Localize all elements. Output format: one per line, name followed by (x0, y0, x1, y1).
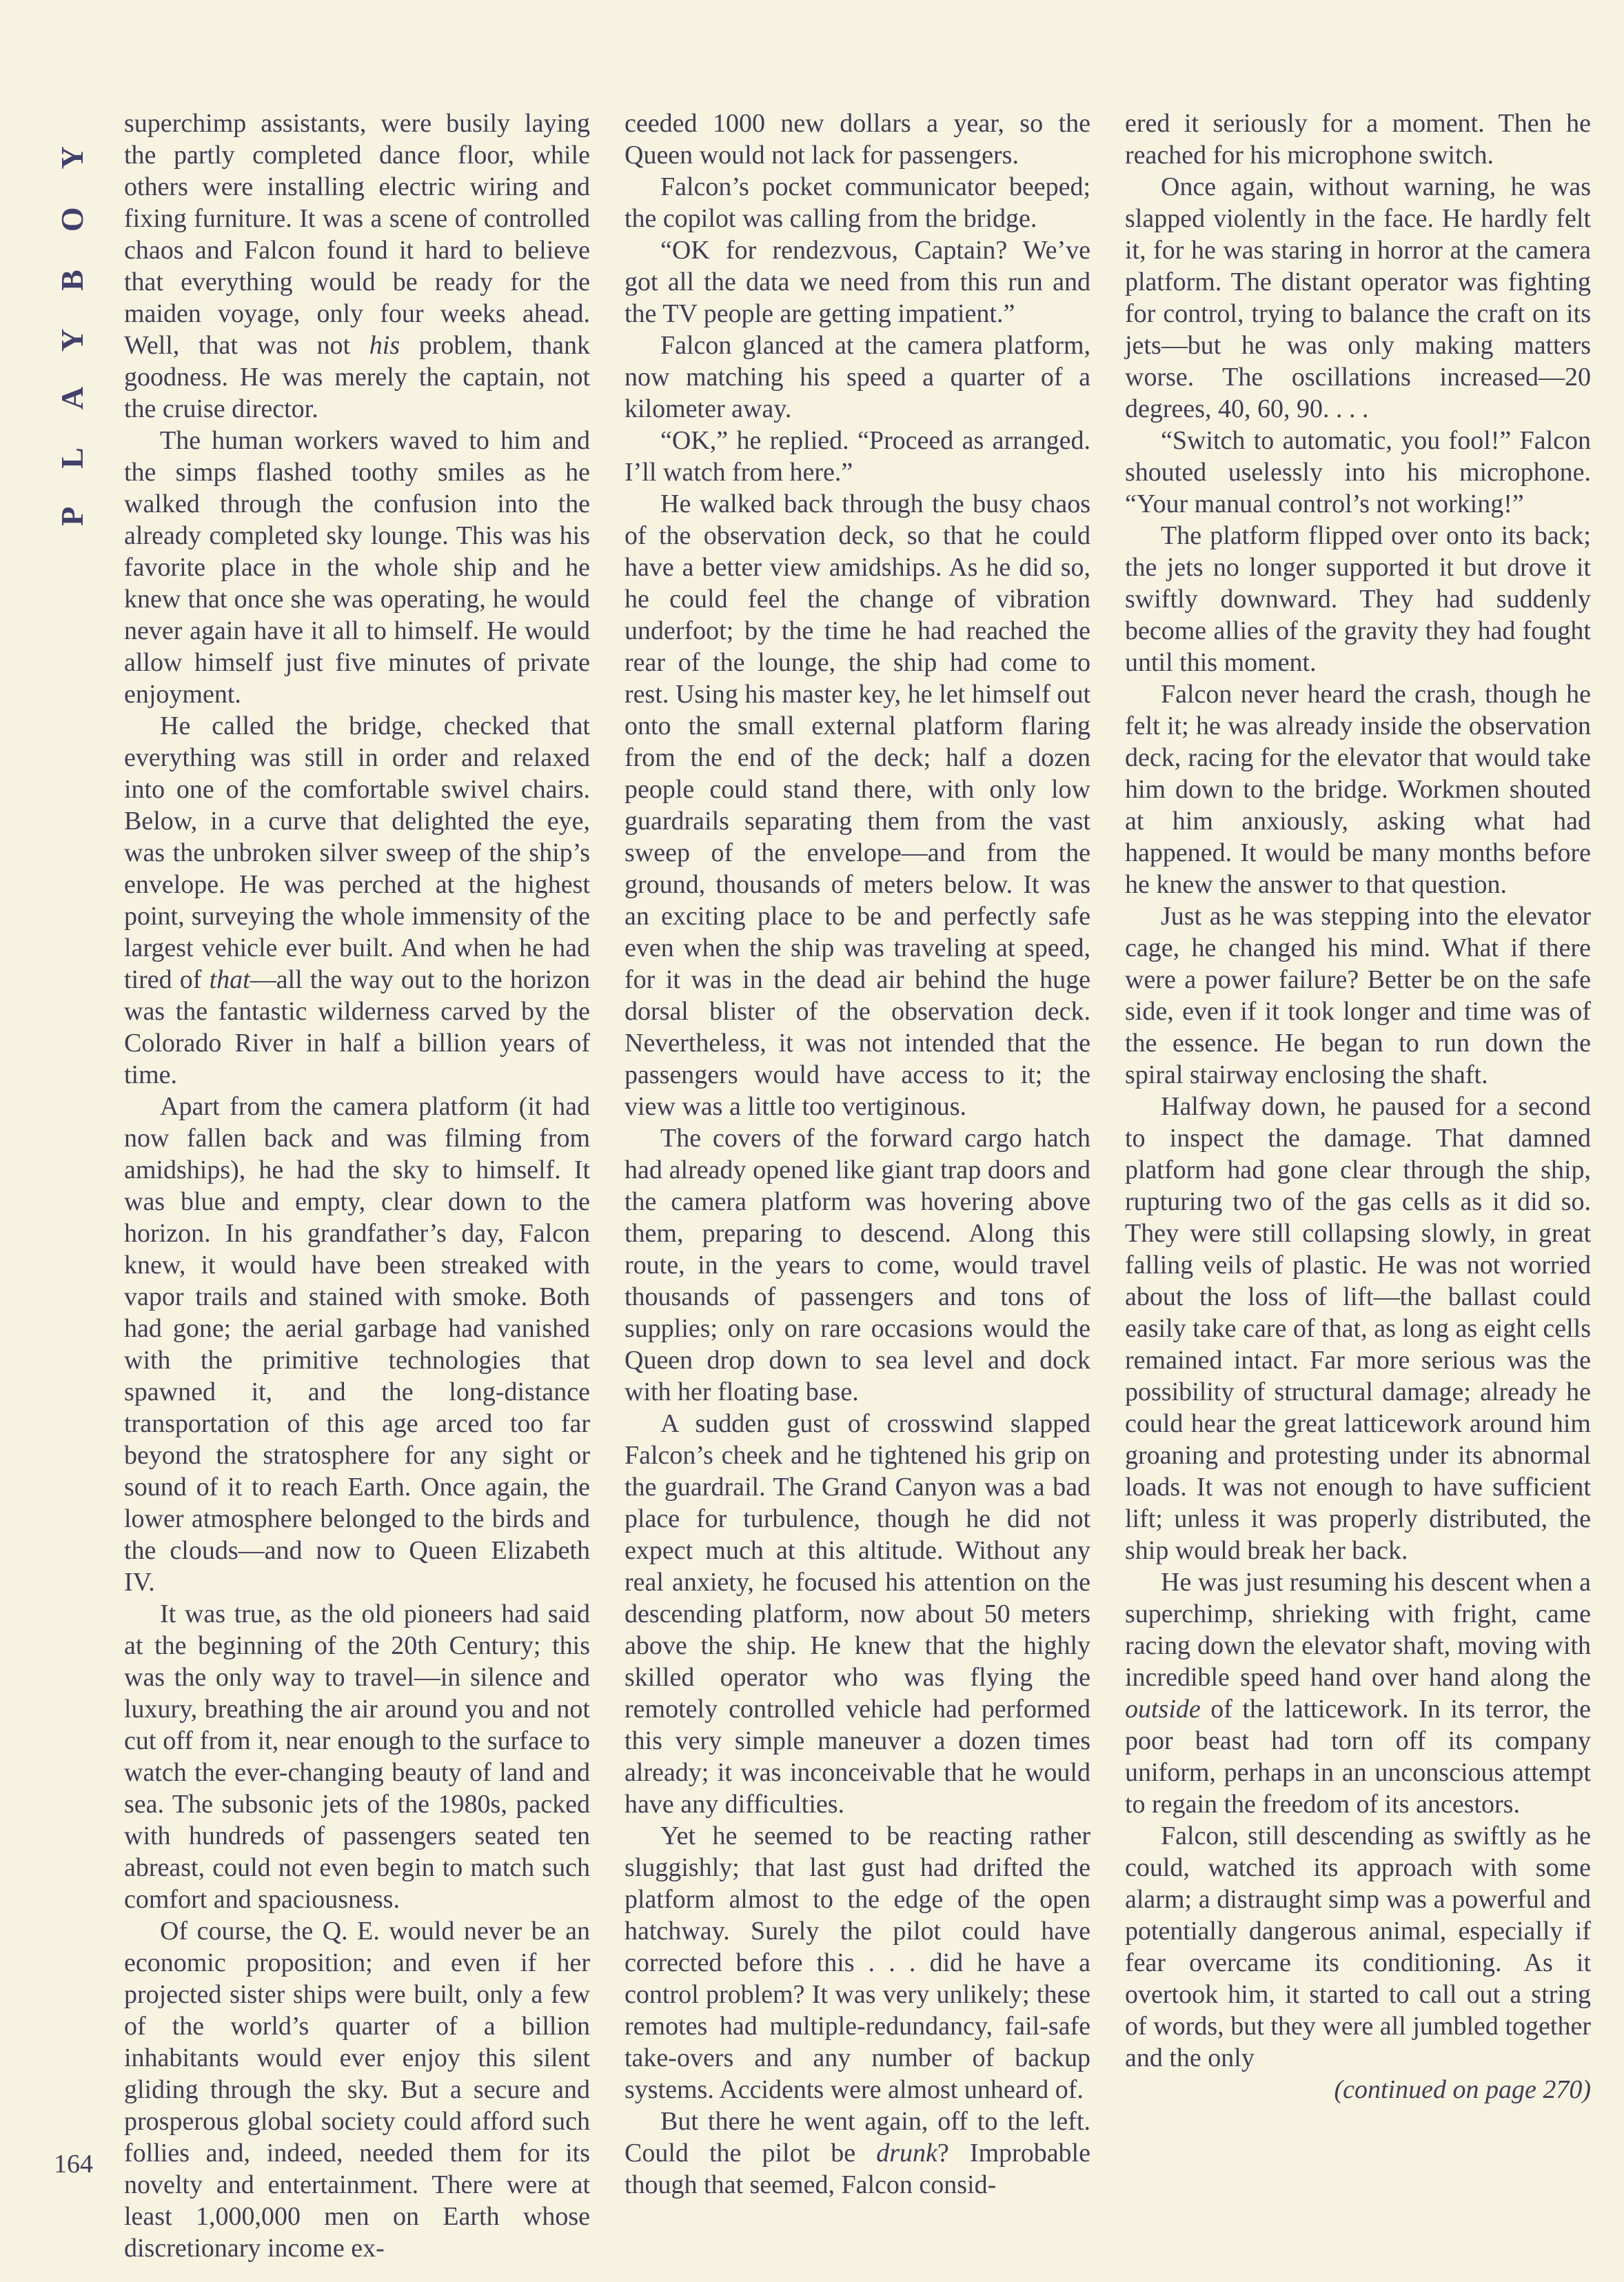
paragraph (625, 330, 1090, 425)
text-run: “OK,” he replied. “Proceed as arranged. I’ll watch from here.” (625, 426, 1090, 487)
paragraph (124, 108, 590, 425)
text-run: The covers of the forward cargo hatch had already opened like giant trap doors and the camera platform was hovering above them, preparing to descend. Along this route, in the years to come, would travel thousands of passengers and tons of supplies; only on rare occasions would the Queen drop down to sea level and dock with her floating base. (625, 1124, 1090, 1406)
text-run: He was just resuming his descent when a superchimp, shrieking with fright, came racing down the elevator shaft, moving with incredible speed hand over hand along the (1125, 1568, 1591, 1692)
italic-text-run: (continued on page 270) (1334, 2075, 1591, 2104)
paragraph (124, 1915, 590, 2264)
text-run: ? Improbable though that seemed, Falcon consid- (625, 2139, 1090, 2199)
paragraph (625, 2106, 1090, 2201)
text-run: Falcon glanced at the camera platform, now matching his speed a quarter of a kilometer away. (625, 331, 1090, 423)
paragraph (625, 425, 1090, 488)
text-run: “OK for rendezvous, Captain? We’ve got all the data we need from this run and the TV people are getting impatient.” (625, 236, 1090, 328)
paragraph (1125, 678, 1591, 900)
text-run: “Switch to automatic, you fool!” Falcon shouted uselessly into his microphone. “Your manual control’s not working!” (1125, 426, 1591, 518)
text-run: ceeded 1000 new dollars a year, so the Queen would not lack for passengers. (625, 109, 1090, 170)
text-run: Just as he was stepping into the elevator cage, he changed his mind. What if there were a power failure? Better be on the safe side, even if it took longer and time was of the essence. He began to run down the spiral stairway enclosing the shaft. (1125, 902, 1591, 1089)
paragraph (1125, 1091, 1591, 1566)
paragraph (625, 108, 1090, 171)
text-run: Falcon’s pocket communicator beeped; the copilot was calling from the bridge. (625, 172, 1090, 233)
paragraph (1125, 1820, 1591, 2074)
text-run: He called the bridge, checked that everything was still in order and relaxed into one of the comfortable swivel chairs. Below, in a curve that delighted the eye, was the unbroken silver sweep of the ship’s envelope. He was perched at the highest point, surveying the whole immensity of the largest vehicle ever built. And when he had tired of (124, 711, 590, 994)
paragraph (1125, 108, 1591, 171)
text-run: The platform flipped over onto its back; the jets no longer supported it but drove it swiftly downward. They had suddenly become allies of the gravity they had fought until this moment. (1125, 521, 1591, 677)
paragraph (1125, 900, 1591, 1091)
text-column-3 (1125, 108, 1591, 2264)
paragraph (124, 1598, 590, 1915)
text-run: —all the way out to the horizon was the fantastic wilderness carved by the Colorado River in half a billion years of time. (124, 965, 590, 1089)
italic-text-run: outside (1125, 1695, 1201, 1724)
text-run: superchimp assistants, were busily laying the partly completed dance floor, while others were installing electric wiring and fixing furniture. It was a scene of controlled chaos and Falcon found it hard to believe that everything would be ready for the maiden voyage, only four weeks ahead. Well, that was not (124, 109, 590, 360)
paragraph (124, 1091, 590, 1598)
text-run: He walked back through the busy chaos of the observation deck, so that he could have a better view amidships. As he did so, he could feel the change of vibration underfoot; by the time he had reached the rear of the lounge, the ship had come to rest. Using his master key, he let himself out onto the small external platform flaring from the end of the deck; half a dozen people could stand there, with only low guardrails separating them from the vast sweep of the envelope—and from the ground, thousands of meters below. It was an exciting place to be and perfectly safe even when the ship was traveling at speed, for it was in the dead air behind the huge dorsal blister of the observation deck. Nevertheless, it was not intended that the passengers would have access to it; the view was a little too vertiginous. (625, 489, 1090, 1121)
text-run: Yet he seemed to be reacting rather sluggishly; that last gust had drifted the platform almost to the edge of the open hatchway. Surely the pilot could have corrected before this . . . did he have a control problem? It was very unlikely; these remotes had multiple-redundancy, fail-safe take-overs and any number of backup systems. Accidents were almost unheard of. (625, 1821, 1090, 2104)
paragraph (625, 1820, 1090, 2106)
paragraph (625, 234, 1090, 330)
playboy-vertical-masthead: PLAYBOY (54, 108, 90, 526)
paragraph (625, 1408, 1090, 1820)
text-run: Of course, the Q. E. would never be an economic proposition; and even if her projected sister ships were built, only a few of the world’s quarter of a billion inhabitants would ever enjoy this silent gliding through the sky. But a secure and prosperous global society could afford such follies and, indeed, needed them for its novelty and entertainment. There were at least 1,000,000 men on Earth whose discretionary income ex- (124, 1917, 590, 2263)
italic-text-run: drunk (876, 2139, 937, 2168)
paragraph (1125, 425, 1591, 520)
text-run: It was true, as the old pioneers had said at the beginning of the 20th Century; this was the only way to travel—in silence and luxury, breathing the air around you and not cut off from it, near enough to the surface to watch the ever-changing beauty of land and sea. The subsonic jets of the 1980s, packed with hundreds of passengers seated ten abreast, could not even begin to match such comfort and spaciousness. (124, 1599, 590, 1914)
paragraph (625, 171, 1090, 234)
paragraph (625, 488, 1090, 1122)
paragraph (1125, 520, 1591, 678)
article-text-columns (124, 108, 1591, 2264)
text-run: of the latticework. In its terror, the poor beast had torn off its company uniform, perhaps in an unconscious attempt to regain the freedom of its ancestors. (1125, 1695, 1591, 1819)
paragraph (1125, 2074, 1591, 2106)
text-run: But there he went again, off to the left. Could the pilot be (625, 2107, 1090, 2168)
text-column-1 (124, 108, 590, 2264)
text-run: Falcon, still descending as swiftly as he could, watched its approach with some alarm; a distraught simp was a powerful and potentially dangerous animal, especially if fear overcame its conditioning. As it overtook him, it started to call out a string of words, but they were all jumbled together and the only (1125, 1821, 1591, 2072)
text-column-2 (625, 108, 1090, 2264)
text-run: A sudden gust of crosswind slapped Falcon’s cheek and he tightened his grip on the guardrail. The Grand Canyon was a bad place for turbulence, though he did not expect much at this altitude. Without any real anxiety, he focused his attention on the descending platform, now about 50 meters above the ship. He knew that the highly skilled operator who was flying the remotely controlled vehicle had performed this very simple maneuver a dozen times already; it was inconceivable that he would have any difficulties. (625, 1409, 1090, 1819)
page-number: 164 (54, 2150, 93, 2179)
paragraph (1125, 1566, 1591, 1820)
italic-text-run: that (209, 965, 250, 994)
paragraph (124, 710, 590, 1091)
paragraph (124, 425, 590, 710)
text-run: The human workers waved to him and the simps flashed toothy smiles as he walked through the confusion into the already completed sky lounge. This was his favorite place in the whole ship and he knew that once she was operating, he would never again have it all to himself. He would allow himself just five minutes of private enjoyment. (124, 426, 590, 709)
text-run: ered it seriously for a moment. Then he reached for his microphone switch. (1125, 109, 1591, 170)
italic-text-run: his (369, 331, 400, 360)
text-run: Once again, without warning, he was slapped violently in the face. He hardly felt it, for he was staring in horror at the camera platform. The distant operator was fighting for control, trying to balance the craft on its jets—but he was only making matters worse. The oscillations increased—20 degrees, 40, 60, 90. . . . (1125, 172, 1591, 423)
text-run: Apart from the camera platform (it had now fallen back and was filming from amidships), he had the sky to himself. It was blue and empty, clear down to the horizon. In his grandfather’s day, Falcon knew, it would have been streaked with vapor trails and stained with smoke. Both had gone; the aerial garbage had vanished with the primitive technologies that spawned it, and the long-distance transportation of this age arced too far beyond the stratosphere for any sight or sound of it to reach Earth. Once again, the lower atmosphere belonged to the birds and the clouds—and now to Queen Elizabeth IV. (124, 1092, 590, 1597)
paragraph (1125, 171, 1591, 425)
text-run: problem, thank goodness. He was merely the captain, not the cruise director. (124, 331, 590, 423)
text-run: Halfway down, he paused for a second to inspect the damage. That damned platform had gone clear through the ship, rupturing two of the gas cells as it did so. They were still collapsing slowly, in great falling veils of plastic. He was not worried about the loss of lift—the ballast could easily take care of that, as long as eight cells remained intact. Far more serious was the possibility of structural damage; already he could hear the great latticework around him groaning and protesting under its abnormal loads. It was not enough to have sufficient lift; unless it was properly distributed, the ship would break her back. (1125, 1092, 1591, 1565)
paragraph (625, 1122, 1090, 1408)
text-run: Falcon never heard the crash, though he felt it; he was already inside the observation deck, racing for the elevator that would take him down to the bridge. Workmen shouted at him anxiously, asking what had happened. It would be many months before he knew the answer to that question. (1125, 680, 1591, 899)
